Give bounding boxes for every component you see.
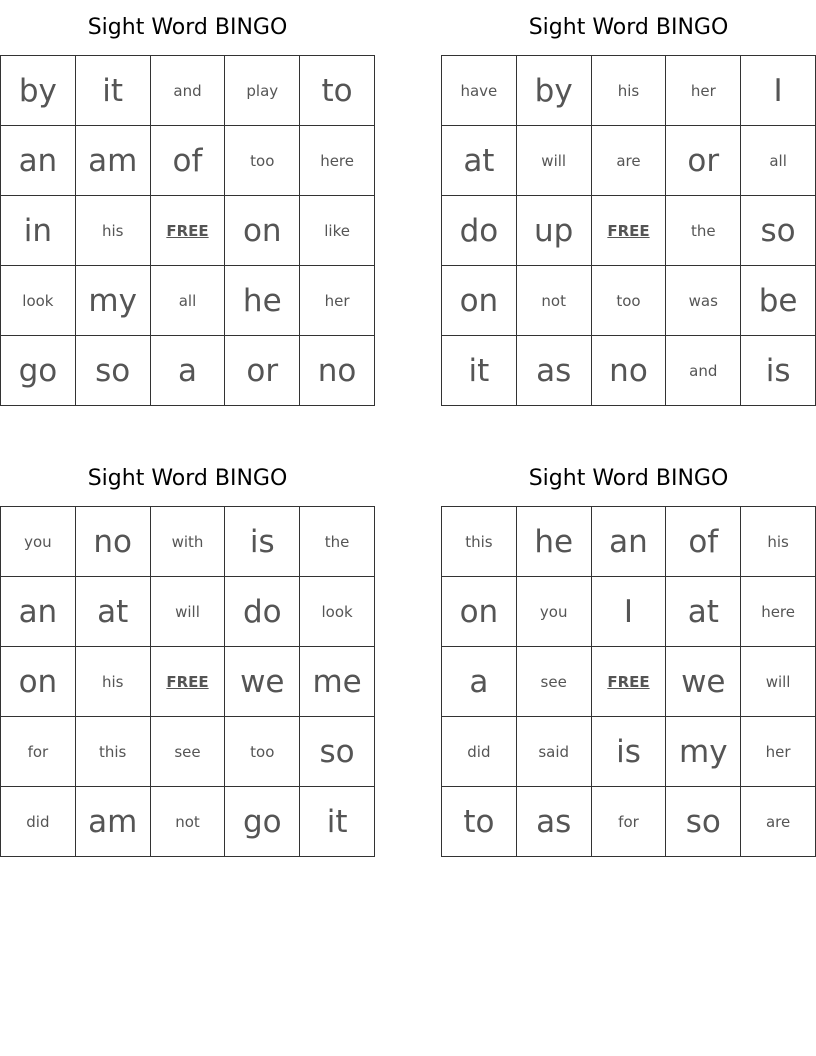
bingo-cell: said bbox=[516, 717, 591, 787]
bingo-row bbox=[1, 196, 375, 266]
bingo-cell: all bbox=[741, 126, 816, 196]
bingo-cell: her bbox=[741, 717, 816, 787]
bingo-cell: in bbox=[1, 196, 76, 266]
bingo-cell: will bbox=[741, 647, 816, 717]
bingo-cell: was bbox=[666, 266, 741, 336]
bingo-cell: at bbox=[442, 126, 517, 196]
bingo-cell: you bbox=[1, 507, 76, 577]
bingo-grid bbox=[0, 506, 375, 857]
bingo-cell: and bbox=[150, 56, 225, 126]
bingo-row bbox=[1, 507, 375, 577]
bingo-cell: am bbox=[75, 787, 150, 857]
bingo-cell: we bbox=[225, 647, 300, 717]
bingo-cell: be bbox=[741, 266, 816, 336]
bingo-cell: it bbox=[442, 336, 517, 406]
bingo-cell: so bbox=[300, 717, 375, 787]
bingo-cell: for bbox=[1, 717, 76, 787]
bingo-cell: so bbox=[75, 336, 150, 406]
bingo-row bbox=[442, 787, 816, 857]
bingo-cell: so bbox=[666, 787, 741, 857]
bingo-cell: am bbox=[75, 126, 150, 196]
bingo-cell: to bbox=[300, 56, 375, 126]
bingo-cell: have bbox=[442, 56, 517, 126]
bingo-cell: it bbox=[300, 787, 375, 857]
bingo-row bbox=[442, 717, 816, 787]
bingo-cell: my bbox=[75, 266, 150, 336]
bingo-row bbox=[1, 717, 375, 787]
bingo-cell: will bbox=[150, 577, 225, 647]
bingo-cell: on bbox=[1, 647, 76, 717]
bingo-cell: no bbox=[591, 336, 666, 406]
free-space: FREE bbox=[591, 196, 666, 266]
bingo-grid bbox=[0, 55, 375, 406]
bingo-cell: a bbox=[150, 336, 225, 406]
bingo-cell: too bbox=[591, 266, 666, 336]
bingo-cell: he bbox=[225, 266, 300, 336]
bingo-row bbox=[1, 577, 375, 647]
bingo-cell: are bbox=[741, 787, 816, 857]
bingo-row bbox=[442, 56, 816, 126]
bingo-row bbox=[442, 336, 816, 406]
bingo-grid bbox=[441, 55, 816, 406]
bingo-cell: on bbox=[442, 266, 517, 336]
free-space: FREE bbox=[591, 647, 666, 717]
bingo-cell: as bbox=[516, 787, 591, 857]
bingo-cell: with bbox=[150, 507, 225, 577]
bingo-cell: of bbox=[150, 126, 225, 196]
bingo-cell: an bbox=[591, 507, 666, 577]
bingo-cell: his bbox=[741, 507, 816, 577]
bingo-row bbox=[1, 647, 375, 717]
bingo-cell: by bbox=[516, 56, 591, 126]
bingo-cell: or bbox=[225, 336, 300, 406]
bingo-cell: an bbox=[1, 577, 76, 647]
bingo-cell: are bbox=[591, 126, 666, 196]
bingo-row bbox=[1, 787, 375, 857]
bingo-cell: go bbox=[225, 787, 300, 857]
bingo-row bbox=[442, 126, 816, 196]
bingo-cell: to bbox=[442, 787, 517, 857]
bingo-card-3 bbox=[0, 451, 375, 857]
bingo-cell: I bbox=[741, 56, 816, 126]
bingo-cell: the bbox=[666, 196, 741, 266]
bingo-cell: his bbox=[591, 56, 666, 126]
card-title: Sight Word BINGO bbox=[87, 15, 288, 40]
bingo-cell: all bbox=[150, 266, 225, 336]
bingo-cell: her bbox=[666, 56, 741, 126]
bingo-cell: play bbox=[225, 56, 300, 126]
bingo-row bbox=[442, 196, 816, 266]
bingo-cell: will bbox=[516, 126, 591, 196]
bingo-cell: is bbox=[741, 336, 816, 406]
bingo-cell: is bbox=[225, 507, 300, 577]
bingo-cell: so bbox=[741, 196, 816, 266]
bingo-cell: his bbox=[75, 196, 150, 266]
bingo-row bbox=[442, 647, 816, 717]
bingo-cell: we bbox=[666, 647, 741, 717]
bingo-cell: as bbox=[516, 336, 591, 406]
bingo-cell: see bbox=[516, 647, 591, 717]
bingo-cell: on bbox=[442, 577, 517, 647]
bingo-cell: this bbox=[442, 507, 517, 577]
bingo-cell: go bbox=[1, 336, 76, 406]
bingo-cell: I bbox=[591, 577, 666, 647]
bingo-cell: too bbox=[225, 126, 300, 196]
bingo-cell: an bbox=[1, 126, 76, 196]
card-title: Sight Word BINGO bbox=[87, 466, 288, 491]
bingo-row bbox=[442, 507, 816, 577]
bingo-cell: my bbox=[666, 717, 741, 787]
bingo-row bbox=[442, 577, 816, 647]
bingo-cell: for bbox=[591, 787, 666, 857]
bingo-cell: like bbox=[300, 196, 375, 266]
bingo-grid bbox=[441, 506, 816, 857]
bingo-cell: he bbox=[516, 507, 591, 577]
card-title: Sight Word BINGO bbox=[528, 15, 729, 40]
card-title: Sight Word BINGO bbox=[528, 466, 729, 491]
bingo-cell: a bbox=[442, 647, 517, 717]
free-space: FREE bbox=[150, 647, 225, 717]
bingo-cell: no bbox=[75, 507, 150, 577]
bingo-row bbox=[1, 126, 375, 196]
bingo-card-1 bbox=[0, 0, 375, 406]
bingo-cell: you bbox=[516, 577, 591, 647]
bingo-cell: of bbox=[666, 507, 741, 577]
bingo-card-4 bbox=[441, 451, 816, 857]
bingo-row bbox=[442, 266, 816, 336]
bingo-cell: on bbox=[225, 196, 300, 266]
bingo-cell: at bbox=[75, 577, 150, 647]
bingo-cell: her bbox=[300, 266, 375, 336]
bingo-cell: did bbox=[442, 717, 517, 787]
bingo-cell: his bbox=[75, 647, 150, 717]
bingo-cell: here bbox=[300, 126, 375, 196]
bingo-cell: no bbox=[300, 336, 375, 406]
bingo-cell: not bbox=[150, 787, 225, 857]
bingo-cell: not bbox=[516, 266, 591, 336]
free-space: FREE bbox=[150, 196, 225, 266]
bingo-cell: here bbox=[741, 577, 816, 647]
bingo-cell: at bbox=[666, 577, 741, 647]
bingo-cell: up bbox=[516, 196, 591, 266]
bingo-cell: and bbox=[666, 336, 741, 406]
bingo-cell: or bbox=[666, 126, 741, 196]
bingo-card-2 bbox=[441, 0, 816, 406]
bingo-cell: it bbox=[75, 56, 150, 126]
bingo-cell: do bbox=[225, 577, 300, 647]
bingo-cell: look bbox=[1, 266, 76, 336]
bingo-cell: do bbox=[442, 196, 517, 266]
bingo-cell: too bbox=[225, 717, 300, 787]
bingo-row bbox=[1, 266, 375, 336]
bingo-cell: look bbox=[300, 577, 375, 647]
bingo-row bbox=[1, 336, 375, 406]
bingo-cell: me bbox=[300, 647, 375, 717]
bingo-cell: is bbox=[591, 717, 666, 787]
bingo-cell: see bbox=[150, 717, 225, 787]
bingo-row bbox=[1, 56, 375, 126]
bingo-cell: the bbox=[300, 507, 375, 577]
bingo-cell: did bbox=[1, 787, 76, 857]
bingo-cell: this bbox=[75, 717, 150, 787]
bingo-cell: by bbox=[1, 56, 76, 126]
